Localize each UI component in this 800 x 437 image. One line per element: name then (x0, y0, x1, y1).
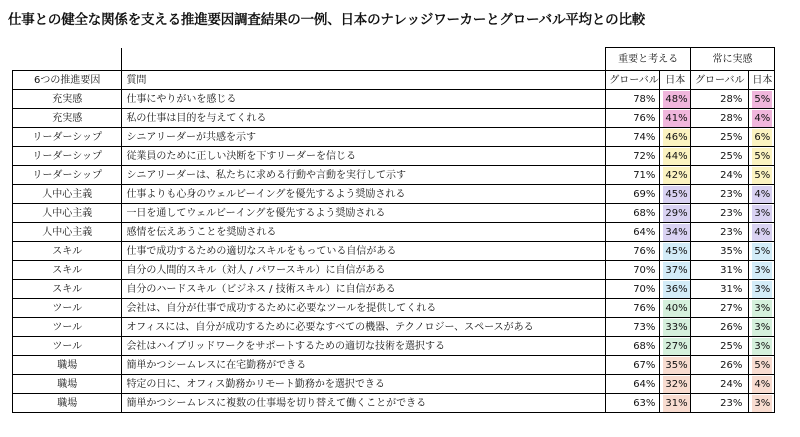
important-japan-cell (660, 204, 691, 223)
factor-cell: 充実感 (13, 109, 122, 128)
important-japan-cell (660, 185, 691, 204)
important-global-cell: 70% (606, 261, 660, 280)
experience-japan-cell (749, 394, 775, 413)
important-japan-cell (660, 375, 691, 394)
highlight-value: 29% (663, 205, 689, 222)
highlight-value: 3% (752, 205, 772, 222)
column-header-global: グローバル (606, 71, 660, 90)
table-row (13, 128, 775, 147)
experience-global-cell: 28% (691, 90, 749, 109)
column-header-japan: 日本 (749, 71, 775, 90)
table-row (13, 375, 775, 394)
experience-japan-cell (749, 356, 775, 375)
table-row (13, 299, 775, 318)
experience-japan-cell (749, 261, 775, 280)
column-header-question: 質問 (122, 71, 606, 90)
question-cell: シニアリーダーは、私たちに求める行動や言動を実行して示す (122, 166, 606, 185)
experience-global-cell: 26% (691, 318, 749, 337)
experience-global-cell: 23% (691, 394, 749, 413)
important-global-cell: 70% (606, 280, 660, 299)
question-cell: 簡単かつシームレスに在宅勤務ができる (122, 356, 606, 375)
important-global-cell: 69% (606, 185, 660, 204)
highlight-value: 4% (752, 376, 772, 393)
important-japan-cell (660, 261, 691, 280)
important-japan-cell (660, 166, 691, 185)
table-row (13, 185, 775, 204)
experience-japan-cell (749, 185, 775, 204)
important-japan-cell (660, 223, 691, 242)
important-global-cell: 73% (606, 318, 660, 337)
highlight-value: 37% (663, 262, 689, 279)
highlight-value: 45% (663, 243, 689, 260)
experience-japan-cell (749, 280, 775, 299)
table-row (13, 204, 775, 223)
important-japan-cell (660, 128, 691, 147)
table-row (13, 356, 775, 375)
experience-global-cell: 28% (691, 109, 749, 128)
factor-cell: 職場 (13, 394, 122, 413)
experience-global-cell: 35% (691, 242, 749, 261)
important-japan-cell (660, 90, 691, 109)
experience-global-cell: 23% (691, 185, 749, 204)
table-row (13, 109, 775, 128)
factor-cell: リーダーシップ (13, 128, 122, 147)
factor-cell: 職場 (13, 375, 122, 394)
important-japan-cell (660, 109, 691, 128)
highlight-value: 45% (663, 186, 689, 203)
experience-japan-cell (749, 318, 775, 337)
highlight-value: 32% (663, 376, 689, 393)
important-global-cell: 78% (606, 90, 660, 109)
highlight-value: 5% (752, 167, 772, 184)
experience-japan-cell (749, 242, 775, 261)
column-header-global: グローバル (691, 71, 749, 90)
header-blank (122, 48, 606, 71)
important-global-cell: 74% (606, 128, 660, 147)
question-cell: 自分の人間的スキル（対人 / パワースキル）に自信がある (122, 261, 606, 280)
highlight-value: 3% (752, 262, 772, 279)
question-cell: 会社は、自分が仕事で成功するために必要なツールを提供してくれる (122, 299, 606, 318)
factor-cell: 人中心主義 (13, 185, 122, 204)
important-global-cell: 76% (606, 299, 660, 318)
highlight-value: 40% (663, 300, 689, 317)
experience-global-cell: 23% (691, 223, 749, 242)
table-row (13, 337, 775, 356)
column-header-japan: 日本 (660, 71, 691, 90)
important-japan-cell (660, 147, 691, 166)
experience-global-cell: 31% (691, 261, 749, 280)
experience-japan-cell (749, 128, 775, 147)
experience-japan-cell (749, 204, 775, 223)
table-row (13, 394, 775, 413)
important-global-cell: 63% (606, 394, 660, 413)
table-row (13, 147, 775, 166)
important-global-cell: 68% (606, 337, 660, 356)
header-blank (13, 48, 122, 71)
factor-cell: リーダーシップ (13, 147, 122, 166)
column-header-factor: 6つの推進要因 (13, 71, 122, 90)
important-japan-cell (660, 394, 691, 413)
experience-global-cell: 25% (691, 337, 749, 356)
group-header-important: 重要と考える (606, 48, 691, 71)
question-cell: オフィスには、自分が成功するために必要なすべての機器、テクノロジー、スペースがある (122, 318, 606, 337)
experience-global-cell: 24% (691, 375, 749, 394)
important-global-cell: 64% (606, 223, 660, 242)
highlight-value: 4% (752, 186, 772, 203)
highlight-value: 33% (663, 319, 689, 336)
experience-global-cell: 31% (691, 280, 749, 299)
important-japan-cell (660, 337, 691, 356)
chart-title: 仕事との健全な関係を支える推進要因調査結果の一例、日本のナレッジワーカーとグローバル平均との比較 (8, 12, 646, 28)
important-global-cell: 76% (606, 242, 660, 261)
experience-japan-cell (749, 337, 775, 356)
experience-global-cell: 26% (691, 356, 749, 375)
highlight-value: 3% (752, 281, 772, 298)
highlight-value: 27% (663, 338, 689, 355)
experience-global-cell: 27% (691, 299, 749, 318)
experience-japan-cell (749, 299, 775, 318)
experience-japan-cell (749, 109, 775, 128)
factor-cell: スキル (13, 280, 122, 299)
table-row (13, 242, 775, 261)
highlight-value: 6% (752, 129, 772, 146)
highlight-value: 36% (663, 281, 689, 298)
experience-japan-cell (749, 375, 775, 394)
question-cell: 特定の日に、オフィス勤務かリモート勤務かを選択できる (122, 375, 606, 394)
table-row (13, 166, 775, 185)
group-header-experience: 常に実感 (691, 48, 775, 71)
experience-global-cell: 25% (691, 128, 749, 147)
highlight-value: 3% (752, 300, 772, 317)
highlight-value: 5% (752, 148, 772, 165)
factor-cell: 人中心主義 (13, 223, 122, 242)
important-japan-cell (660, 242, 691, 261)
experience-global-cell: 23% (691, 204, 749, 223)
experience-global-cell: 24% (691, 166, 749, 185)
question-cell: 従業員のために正しい決断を下すリーダーを信じる (122, 147, 606, 166)
experience-japan-cell (749, 90, 775, 109)
table-row (13, 223, 775, 242)
highlight-value: 35% (663, 357, 689, 374)
highlight-value: 4% (752, 224, 772, 241)
question-cell: 感情を伝えあうことを奨励される (122, 223, 606, 242)
important-japan-cell (660, 280, 691, 299)
table-row (13, 318, 775, 337)
question-cell: シニアリーダーが共感を示す (122, 128, 606, 147)
question-cell: 自分のハードスキル（ビジネス / 技術スキル）に自信がある (122, 280, 606, 299)
question-cell: 仕事で成功するための適切なスキルをもっている自信がある (122, 242, 606, 261)
table-row (13, 280, 775, 299)
highlight-value: 3% (752, 395, 772, 412)
factor-cell: 職場 (13, 356, 122, 375)
question-cell: 仕事よりも心身のウェルビーイングを優先するよう奨励される (122, 185, 606, 204)
important-japan-cell (660, 299, 691, 318)
table-row (13, 261, 775, 280)
important-global-cell: 67% (606, 356, 660, 375)
important-japan-cell (660, 356, 691, 375)
highlight-value: 3% (752, 338, 772, 355)
important-global-cell: 72% (606, 147, 660, 166)
factor-cell: 充実感 (13, 90, 122, 109)
highlight-value: 3% (752, 319, 772, 336)
highlight-value: 48% (663, 91, 689, 108)
highlight-value: 4% (752, 110, 772, 127)
factor-cell: ツール (13, 299, 122, 318)
factor-cell: リーダーシップ (13, 166, 122, 185)
important-global-cell: 76% (606, 109, 660, 128)
highlight-value: 5% (752, 357, 772, 374)
important-global-cell: 71% (606, 166, 660, 185)
question-cell: 私の仕事は目的を与えてくれる (122, 109, 606, 128)
factor-cell: 人中心主義 (13, 204, 122, 223)
factor-cell: スキル (13, 242, 122, 261)
highlight-value: 34% (663, 224, 689, 241)
factor-cell: スキル (13, 261, 122, 280)
important-global-cell: 64% (606, 375, 660, 394)
question-cell: 簡単かつシームレスに複数の仕事場を切り替えて働くことができる (122, 394, 606, 413)
question-cell: 仕事にやりがいを感じる (122, 90, 606, 109)
important-global-cell: 68% (606, 204, 660, 223)
question-cell: 一日を通してウェルビーイングを優先するよう奨励される (122, 204, 606, 223)
highlight-value: 31% (663, 395, 689, 412)
highlight-value: 46% (663, 129, 689, 146)
highlight-value: 5% (752, 91, 772, 108)
table-row (13, 90, 775, 109)
experience-japan-cell (749, 166, 775, 185)
question-cell: 会社はハイブリッドワークをサポートするための適切な技術を選択する (122, 337, 606, 356)
experience-japan-cell (749, 147, 775, 166)
highlight-value: 5% (752, 243, 772, 260)
highlight-value: 41% (663, 110, 689, 127)
important-japan-cell (660, 318, 691, 337)
table-body (13, 90, 775, 413)
factor-cell: ツール (13, 337, 122, 356)
highlight-value: 44% (663, 148, 689, 165)
highlight-value: 42% (663, 167, 689, 184)
experience-global-cell: 25% (691, 147, 749, 166)
survey-table (12, 47, 775, 413)
experience-japan-cell (749, 223, 775, 242)
factor-cell: ツール (13, 318, 122, 337)
